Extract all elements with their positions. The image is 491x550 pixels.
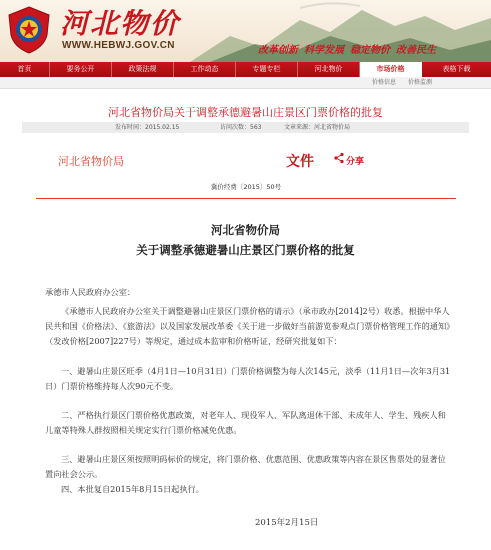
site-title: 河北物价 bbox=[60, 7, 181, 40]
slogan-3: 稳定物价 bbox=[350, 45, 390, 56]
view-count: 访问次数：563 bbox=[220, 124, 262, 131]
doc-title-line-2: 关于调整承德避暑山庄景区门票价格的批复 bbox=[136, 243, 355, 257]
doc-paragraph-5: 四、本批复自2015年8月15日起执行。 bbox=[61, 484, 204, 494]
nav-item-downloads[interactable]: 表格下载 bbox=[442, 65, 471, 73]
slogan-4: 改善民生 bbox=[396, 45, 436, 56]
share-button[interactable]: 分享 bbox=[346, 157, 365, 167]
doc-paragraph-1: 《承德市人民政府办公室关于调整避暑山庄景区门票价格的请示》（承市政办[2014]2号）收悉。根据中华人民共和国《价格法》、《旅游法》以及国家发展改革委《关于进一步做好当前游览参观点门票价格管理工作的通知》（发改价格[2007]227号）等规定，通过成本监审和价格听证，经研究批复如下： bbox=[45, 306, 451, 346]
site-url: WWW.HEBWJ.GOV.CN bbox=[62, 40, 175, 51]
nav-item-topics[interactable]: 专题专栏 bbox=[236, 62, 298, 77]
slogan-1: 改革创新 bbox=[258, 45, 298, 56]
nav-item-affairs[interactable]: 要务公开 bbox=[50, 62, 112, 77]
letterhead-divider bbox=[36, 198, 456, 199]
doc-paragraph-3: 二、严格执行景区门票价格优惠政策，对老年人、现役军人、军队离退休干部、未成年人、学生、残疾人和儿童等特殊人群按照相关规定实行门票价格减免优惠。 bbox=[45, 410, 446, 435]
doc-paragraph-2: 一、避暑山庄景区旺季（4月1日—10月31日）门票价格调整为每人次145元，淡季（11月1日—次年3月31日）门票价格维持每人次90元不变。 bbox=[45, 366, 451, 391]
nav-item-work-news[interactable]: 工作动态 bbox=[174, 62, 236, 77]
nav-item-market-price[interactable]: 市场价格 bbox=[360, 62, 422, 77]
share-icon[interactable] bbox=[333, 152, 345, 164]
nav-item-hebei-price[interactable]: 河北物价 bbox=[298, 62, 360, 77]
article-title: 河北省物价局关于调整承德避暑山庄景区门票价格的批复 bbox=[108, 106, 383, 119]
doc-date: 2015年2月15日 bbox=[255, 518, 319, 528]
doc-addressee: 承德市人民政府办公室： bbox=[45, 287, 136, 297]
slogan-group bbox=[258, 41, 436, 56]
doc-word-wenjian: 文件 bbox=[286, 154, 314, 170]
main-nav bbox=[0, 62, 491, 77]
nav-item-policy[interactable]: 政策法规 bbox=[112, 62, 174, 77]
doc-title-line-1: 河北省物价局 bbox=[211, 223, 280, 237]
subnav-item-price-info[interactable]: 价格信息 bbox=[372, 79, 397, 86]
publish-time: 发布时间：2015.02.15 bbox=[115, 124, 180, 131]
article-source: 文章来源：河北省物价局 bbox=[284, 124, 351, 131]
government-emblem-logo bbox=[6, 5, 52, 55]
nav-item-home[interactable]: 首页 bbox=[0, 62, 50, 77]
document-letterhead bbox=[36, 150, 456, 191]
article-meta-bar bbox=[22, 122, 469, 133]
slogan-2: 科学发展 bbox=[304, 45, 344, 56]
document-number: 冀价经费〔2015〕50号 bbox=[210, 183, 282, 191]
subnav-item-price-monitor[interactable]: 价格监测 bbox=[408, 79, 433, 86]
sub-nav bbox=[0, 77, 491, 89]
doc-issuing-org: 河北省物价局 bbox=[58, 155, 124, 168]
doc-paragraph-4: 三、避暑山庄景区须按照明码标价的规定，将门票价格、优惠范围、优惠政策等内容在景区售票处的显著位置向社会公示。 bbox=[45, 454, 446, 479]
site-header bbox=[0, 0, 491, 62]
